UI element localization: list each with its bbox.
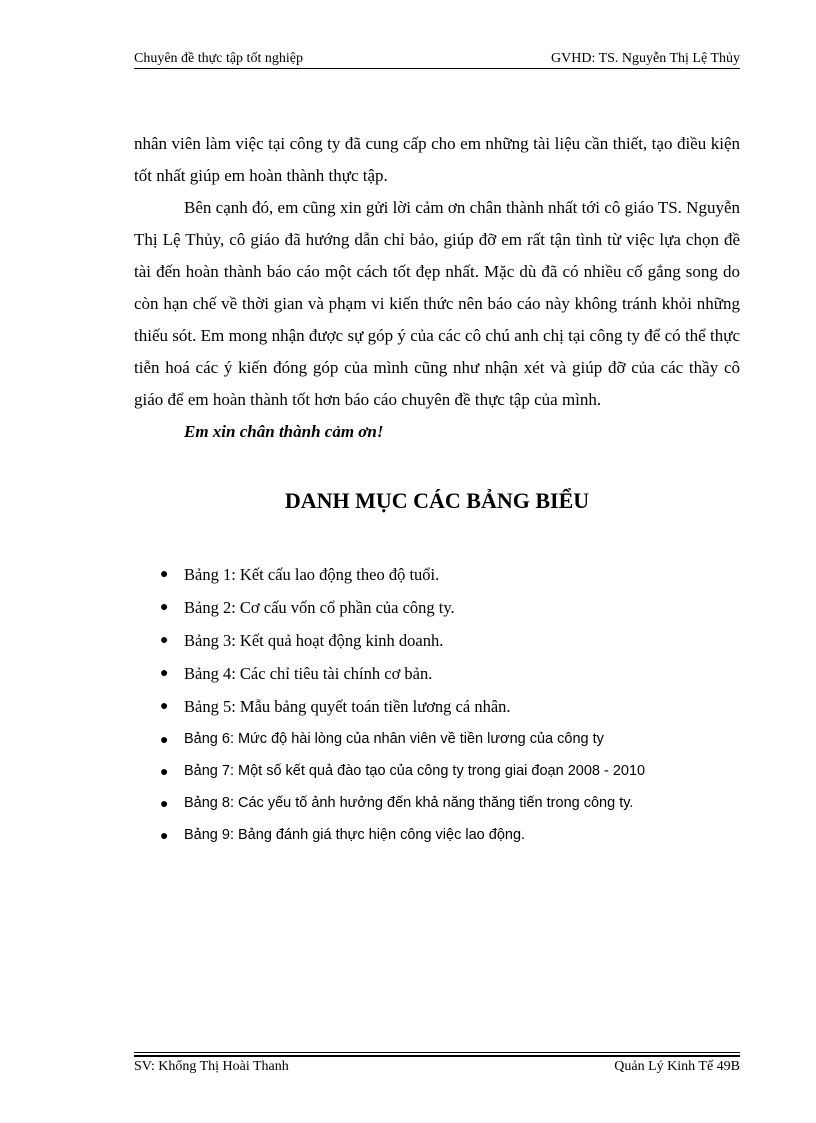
bullet-dot-icon: ●: [160, 827, 169, 843]
list-item: [160, 819, 740, 851]
list-item: [160, 558, 740, 591]
bullet-dot-icon: ●: [160, 666, 169, 681]
header-rule: [134, 68, 740, 69]
list-item: [160, 624, 740, 657]
header-right-text: GVHD: TS. Nguyễn Thị Lệ Thủy: [551, 51, 740, 66]
bullet-dot-icon: ●: [160, 731, 169, 747]
bullet-dot-icon: ●: [160, 795, 169, 811]
footer-left-text: SV: Khổng Thị Hoài Thanh: [134, 1059, 289, 1074]
header-left-text: Chuyên đề thực tập tốt nghiệp: [134, 51, 303, 66]
table-list: [160, 558, 740, 851]
bullet-dot-icon: ●: [160, 567, 169, 582]
bullet-dot-icon: ●: [160, 600, 169, 615]
list-item-text: Bảng 8: Các yếu tố ảnh hưởng đến khả năng thăng tiến trong công ty.: [184, 795, 634, 811]
footer-right-text: Quản Lý Kinh Tế 49B: [614, 1059, 740, 1074]
list-item: [160, 657, 740, 690]
list-item: [160, 723, 740, 755]
list-item: [160, 690, 740, 723]
body-text: [134, 128, 740, 448]
list-item-text: Bảng 4: Các chỉ tiêu tài chính cơ bản.: [184, 664, 433, 683]
paragraph-2: Bên cạnh đó, em cũng xin gửi lời cảm ơn chân thành nhất tới cô giáo TS. Nguyễn Thị Lệ Thủy, cô giáo đã hướng dẫn chỉ bảo, giúp đỡ em rất tận tình từ việc lựa chọn đề tài đến hoàn thành báo cáo một cách tốt đẹp nhất. Mặc dù đã có nhiều cố gắng song do còn hạn chế về thời gian và phạm vi kiến thức nên báo cáo này không tránh khỏi những thiếu sót. Em mong nhận được sự góp ý của các cô chú anh chị tại công ty để có thể thực tiễn hoá các ý kiến đóng góp của mình cũng như nhận xét và giúp đỡ của các thầy cô giáo để em hoàn thành tốt hơn báo cáo chuyên đề thực tập của mình.: [134, 198, 740, 409]
list-item-text: Bảng 7: Một số kết quả đào tạo của công ty trong giai đoạn 2008 - 2010: [184, 763, 646, 779]
list-item-text: Bảng 3: Kết quả hoạt động kinh doanh.: [184, 631, 444, 650]
bullet-dot-icon: ●: [160, 763, 169, 779]
list-item-text: Bảng 2: Cơ cấu vốn cổ phần của công ty.: [184, 598, 455, 617]
list-item: [160, 787, 740, 819]
paragraph-1: nhân viên làm việc tại công ty đã cung cấp cho em những tài liệu cần thiết, tạo điều kiện tốt nhất giúp em hoàn thành thực tập.: [134, 134, 740, 185]
thanks-line: Em xin chân thành cảm ơn!: [184, 422, 384, 441]
list-item-text: Bảng 9: Bảng đánh giá thực hiện công việc lao động.: [184, 827, 526, 843]
list-item-text: Bảng 6: Mức độ hài lòng của nhân viên về tiền lương của công ty: [184, 731, 604, 747]
list-item-text: Bảng 5: Mẫu bảng quyết toán tiền lương cá nhân.: [184, 697, 511, 716]
bullet-dot-icon: ●: [160, 633, 169, 648]
bullet-dot-icon: ●: [160, 699, 169, 714]
list-item: [160, 591, 740, 624]
list-item-text: Bảng 1: Kết cấu lao động theo độ tuổi.: [184, 565, 440, 584]
section-title: DANH MỤC CÁC BẢNG BIỂU: [284, 488, 590, 513]
footer-rule-thin: [134, 1052, 740, 1053]
list-item: [160, 755, 740, 787]
footer-rule-thick: [134, 1055, 740, 1057]
